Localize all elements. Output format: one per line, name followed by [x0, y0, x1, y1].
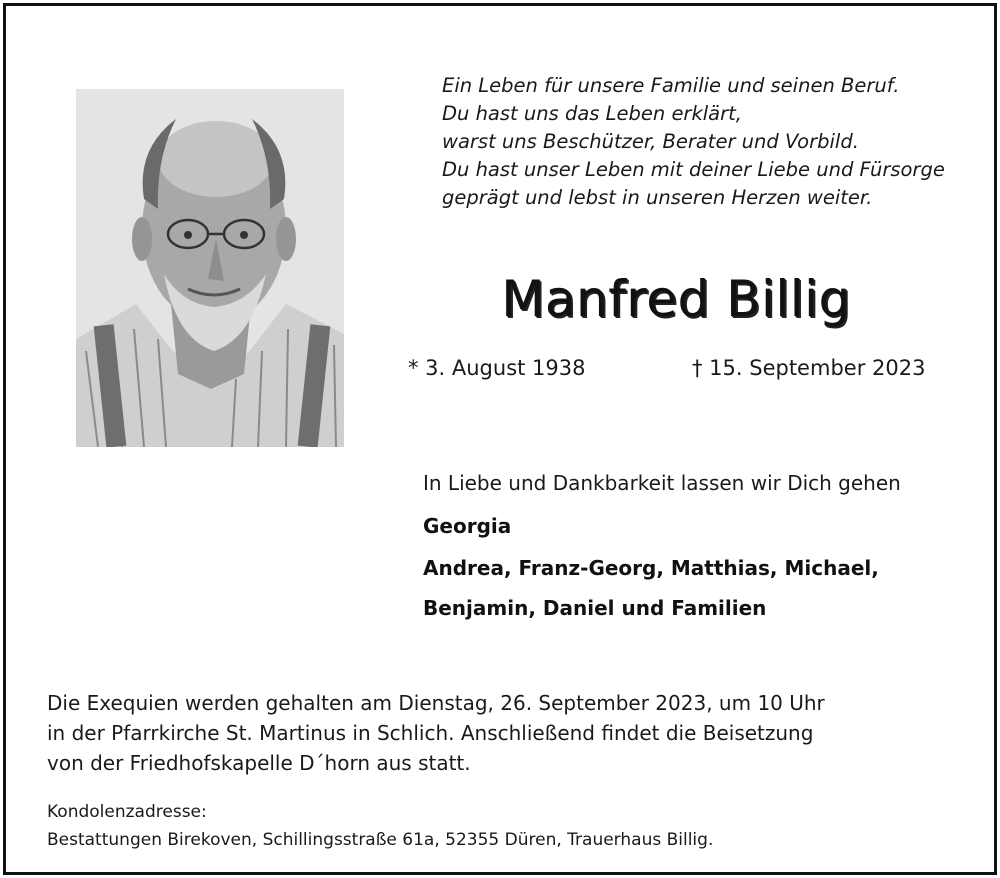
- poem-line: geprägt und lebst in unseren Herzen weiter.: [442, 186, 873, 209]
- poem-line: Ein Leben für unsere Familie und seinen Beruf.: [442, 74, 900, 97]
- mourner-line: Andrea, Franz-Georg, Matthias, Michael,: [423, 556, 879, 580]
- mourner-line: Georgia: [423, 514, 512, 538]
- mourner-line: Benjamin, Daniel und Familien: [423, 596, 767, 620]
- memorial-poem: [442, 72, 982, 212]
- deceased-name: Manfred Billig: [501, 270, 851, 328]
- death-date: † 15. September 2023: [692, 356, 926, 380]
- service-line: Die Exequien werden gehalten am Dienstag, 26. September 2023, um 10 Uhr: [47, 691, 825, 715]
- service-line: in der Pfarrkirche St. Martinus in Schlich. Anschließend findet die Beisetzung: [47, 721, 814, 745]
- poem-line: Du hast uns das Leben erklärt,: [442, 102, 742, 125]
- birth-date: * 3. August 1938: [408, 356, 586, 380]
- portrait-photo: [76, 89, 344, 447]
- service-line: von der Friedhofskapelle D´horn aus statt.: [47, 751, 471, 775]
- poem-line: warst uns Beschützer, Berater und Vorbild.: [442, 130, 859, 153]
- farewell-line: In Liebe und Dankbarkeit lassen wir Dich gehen: [423, 471, 901, 495]
- poem-line: Du hast unser Leben mit deiner Liebe und Fürsorge: [442, 158, 945, 181]
- service-details: [47, 688, 977, 778]
- condolence-address: Bestattungen Birekoven, Schillingsstraße 61a, 52355 Düren, Trauerhaus Billig.: [47, 830, 714, 850]
- condolence-label: Kondolenzadresse:: [47, 802, 207, 822]
